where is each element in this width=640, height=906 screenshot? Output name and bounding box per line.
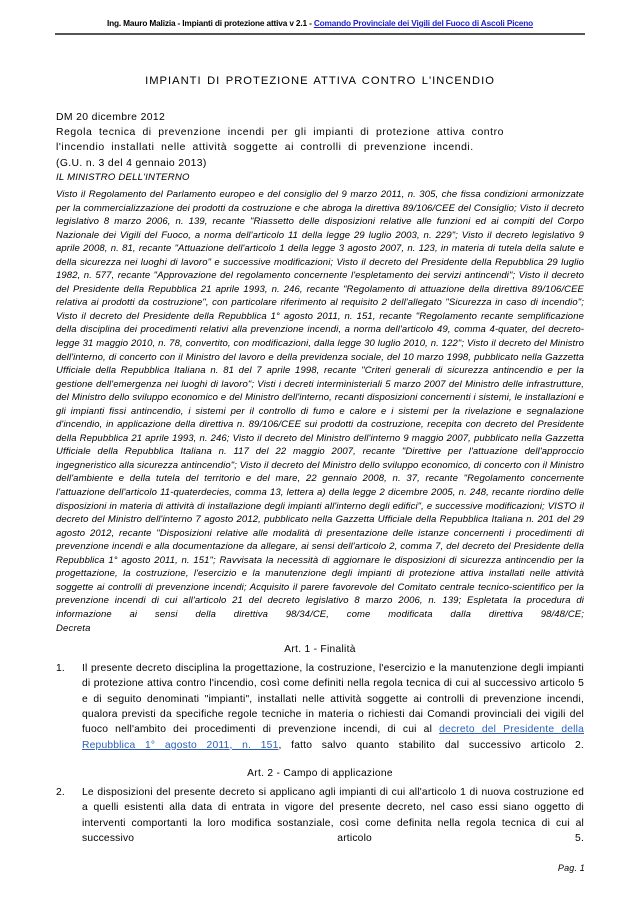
article-1-body xyxy=(56,661,584,768)
page-footer: Pag. 1 xyxy=(557,863,585,873)
article-2-body xyxy=(56,785,584,862)
article-1-text-before-link: Il presente decreto disciplina la progettazione, la costruzione, l'esercizio e la manutenzione degli impianti di protezione attiva contro l'incendio, così come definiti nella regola tecnica di cui al successivo articolo 5 e di seguito denominati "impianti", installati nelle attività soggette ai controlli di prevenzione incendi, qualora previsti da specifiche regole tecniche in materia o richiesti dai Comandi provinciali dei vigili del fuoco nell'ambito dei procedimenti di prevenzione incendi, di cui al xyxy=(82,663,584,736)
header-link[interactable]: Comando Provinciale dei Vigili del Fuoco di Ascoli Piceno xyxy=(313,18,534,28)
article-2-title: Art. 2 - Campo di applicazione xyxy=(247,768,393,779)
page-title: IMPIANTI DI PROTEZIONE ATTIVA CONTRO L'INCENDIO xyxy=(145,75,495,87)
article-1-title: Art. 1 - Finalità xyxy=(284,644,356,655)
decree-heading xyxy=(56,110,584,171)
header-divider xyxy=(55,33,585,35)
article-2-paragraph: Le disposizioni del presente decreto si applicano agli impianti di cui all'articolo 1 di nuova costruzione ed a quelli esistenti alla data di entrata in vigore del presente decreto, nel caso essi siano oggetto di interventi comportanti la loro modifica sostanziale, così come definita nella regola tecnica di cui al successivo articolo 5. xyxy=(82,787,584,845)
issuing-authority: IL MINISTRO DELL'INTERNO xyxy=(56,172,190,183)
running-header xyxy=(55,18,585,28)
decree-number: DM 20 dicembre 2012 xyxy=(56,112,166,123)
article-1-text-after-link: , fatto salvo quanto stabilito dal successivo articolo 2. xyxy=(278,739,584,751)
decree-subject-line-2: l'incendio installati nelle attività soggette ai controlli di prevenzione incendi. xyxy=(56,142,474,154)
decreta-word: Decreta xyxy=(56,623,91,634)
article-2-number: 2. xyxy=(56,787,65,798)
preamble-text: Visto il Regolamento del Parlamento europeo e del consiglio del 9 marzo 2011, n. 305, che fissa condizioni armonizzate per la commercializzazione dei prodotti da costruzione e che abroga la direttiva 89/106/CEE del Consiglio; Visto il decreto legislativo 8 marzo 2006, n. 139, recante "Riassetto delle disposizioni relative alle funzioni ed ai compiti del Corpo Nazionale dei Vigili del Fuoco, a norma dell'articolo 11 della legge 29 luglio 2003, n. 229"; Visto il decreto legislativo 9 aprile 2008, n. 81, recante "Attuazione dell'articolo 1 della legge 3 agosto 2007, n. 123, in materia di tutela della salute e della sicurezza nei luoghi di lavoro" e successive modificazioni; Visto il decreto del Presidente della Repubblica 29 luglio 1982, n. 577, recante "Approvazione del regolamento concernente l'espletamento dei servizi antincendi"; Visto il decreto del Presidente della Repubblica 21 aprile 1993, n. 246, recante "Regolamento di attuazione della direttiva 89/106/CEE relativa ai prodotti da costruzione", con particolare riferimento al requisito 2 dell'allegato "Sicurezza in caso di incendio"; Visto il decreto del Presidente della Repubblica 1° agosto 2011, n. 151, recante "Regolamento recante semplificazione della disciplina dei procedimenti relativi alla prevenzione incendi, a norma dell'articolo 49, comma 4-quater, del decreto-legge 31 maggio 2010, n. 78, convertito, con modificazioni, dalla legge 30 luglio 2010, n. 122"; Visto il decreto del Ministro dell'interno, di concerto con il Ministro del lavoro e della previdenza sociale, del 10 marzo 1998, pubblicato nella Gazzetta Ufficiale della Repubblica Italiana n. 81 del 7 aprile 1998, recante "Criteri generali di sicurezza antincendio e per la gestione dell'emergenza nei luoghi di lavoro"; Visti i decreti interministeriali 5 marzo 2007 del Ministro delle infrastrutture, del Ministro dello sviluppo economico e del Ministro dell'interno, recanti disposizioni concernenti i sistemi, le installazioni e gli impianti fissi antincendio, i sistemi per il controllo di fumo e calore e i sistemi per la rivelazione e segnalazione d'incendio, in applicazione della direttiva n. 89/106/CEE sui prodotti da costruzione, recepita con decreto del Presidente della Repubblica 21 aprile 1993, n. 246; Visto il decreto del Ministro dell'interno 9 maggio 2007, pubblicato nella Gazzetta Ufficiale della Repubblica Italiana n. 117 del 22 maggio 2007, recante "Direttive per l'attuazione dell'approccio ingegneristico alla sicurezza antincendio"; Visto il decreto del Ministro dello sviluppo economico, di concerto con il Ministro dell'ambiente e della tutela del territorio e del mare, 22 gennaio 2008, n. 37, recante "Regolamento concernente l'attuazione dell'articolo 11-quaterdecies, comma 13, lettera a) della legge 2 dicembre 2005, n. 248, recante riordino delle disposizioni in materia di attività di installazione degli impianti all'interno degli edifici", e successive modificazioni; VISTO il decreto del Ministro dell'interno 7 agosto 2012, pubblicato nella Gazzetta Ufficiale della Repubblica Italiana n. 201 del 29 agosto 2012, recante "Disposizioni relative alle modalità di presentazione delle istanze concernenti i procedimenti di prevenzione incendi e alla documentazione da allegare, ai sensi dell'articolo 2, comma 7, del decreto del Presidente della Repubblica 1° agosto 2011, n. 151"; Ravvisata la necessità di aggiornare le disposizioni di sicurezza antincendio per la progettazione, la costruzione, l'esercizio e la manutenzione degli impianti di protezione attiva installati nelle attività soggette ai controlli di prevenzione incendi; Acquisito il parere favorevole del Comitato centrale tecnico-scientifico per la prevenzione incendi di cui all'articolo 21 del decreto legislativo 8 marzo 2006, n. 139; Espletata la procedura di informazione ai sensi della direttiva 98/34/CE, come modificata dalla direttiva 98/48/CE; xyxy=(56,189,584,620)
article-1-number: 1. xyxy=(56,663,65,674)
decree-subject-line-1: Regola tecnica di prevenzione incendi per gli impianti di protezione attiva contro xyxy=(56,127,504,139)
article-1-inline-link[interactable]: decreto del Presidente della Repubblica 1° agosto 2011, n. 151 xyxy=(82,724,585,751)
header-author-text: Ing. Mauro Malizia - Impianti di protezione attiva v 2.1 - xyxy=(106,18,314,28)
article-1-paragraph xyxy=(82,661,584,768)
decree-gazette-reference: (G.U. n. 3 del 4 gennaio 2013) xyxy=(56,157,207,169)
